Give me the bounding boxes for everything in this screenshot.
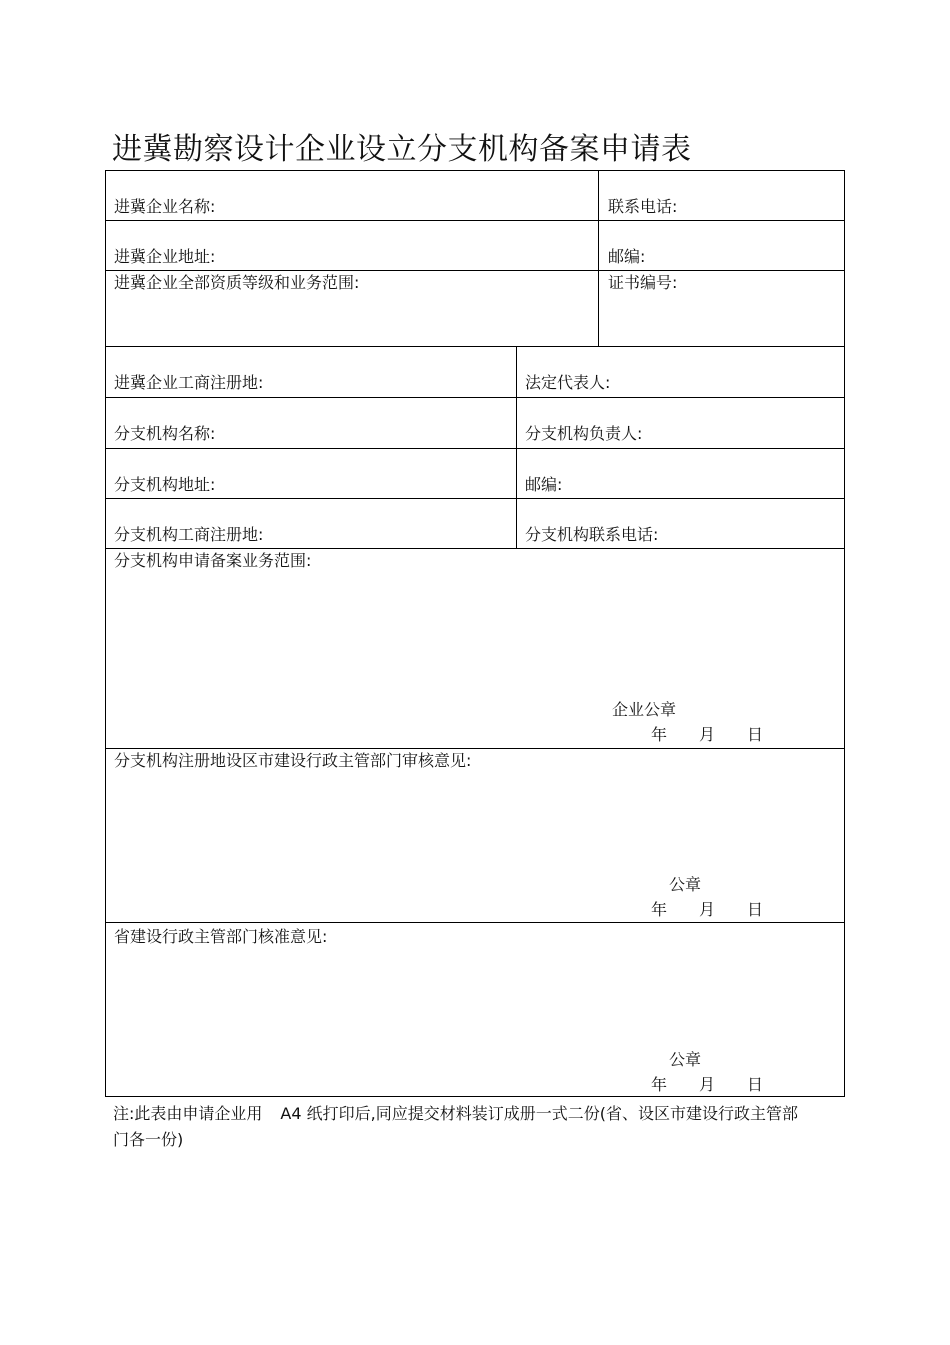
company-name-label: 进冀企业名称: <box>114 197 216 216</box>
month-label: 月 <box>699 900 716 919</box>
year-label: 年 <box>651 900 668 919</box>
day-label: 日 <box>747 1075 764 1094</box>
application-form <box>105 170 845 1097</box>
company-seal-label: 企业公章 <box>612 700 677 719</box>
branch-name-label: 分支机构名称: <box>114 424 216 443</box>
branch-postcode-label: 邮编: <box>525 475 563 494</box>
year-label: 年 <box>651 1075 668 1094</box>
day-label: 日 <box>747 900 764 919</box>
province-approval-label: 省建设行政主管部门核准意见: <box>114 927 328 946</box>
month-label: 月 <box>699 1075 716 1094</box>
year-label: 年 <box>651 725 668 744</box>
row-divider <box>106 748 844 749</box>
footnote <box>113 1101 813 1153</box>
page-title: 进冀勘察设计企业设立分支机构备案申请表 <box>112 132 692 167</box>
row-divider <box>106 397 844 398</box>
row-divider <box>106 346 844 347</box>
branch-registration-label: 分支机构工商注册地: <box>114 525 264 544</box>
company-address-label: 进冀企业地址: <box>114 247 216 266</box>
qualification-label: 进冀企业全部资质等级和业务范围: <box>114 273 360 292</box>
city-review-label: 分支机构注册地设区市建设行政主管部门审核意见: <box>114 751 472 770</box>
postcode-label: 邮编: <box>608 247 646 266</box>
branch-address-label: 分支机构地址: <box>114 475 216 494</box>
row-divider <box>106 922 844 923</box>
row-divider <box>106 498 844 499</box>
footnote-part2: A4 纸打印后,同应提交材料装订成册一式二份(省、设区市建设行政主管部门各一份) <box>113 1104 798 1149</box>
official-seal-label: 公章 <box>669 1050 702 1069</box>
footnote-part1: 注:此表由申请企业用 <box>113 1104 263 1123</box>
registration-place-label: 进冀企业工商注册地: <box>114 373 264 392</box>
branch-head-label: 分支机构负责人: <box>525 424 643 443</box>
certificate-label: 证书编号: <box>608 273 678 292</box>
row-divider <box>106 270 844 271</box>
column-divider <box>516 346 517 548</box>
day-label: 日 <box>747 725 764 744</box>
row-divider <box>106 220 844 221</box>
legal-rep-label: 法定代表人: <box>525 373 611 392</box>
row-divider <box>106 548 844 549</box>
column-divider <box>598 171 599 346</box>
row-divider <box>106 448 844 449</box>
month-label: 月 <box>699 725 716 744</box>
branch-scope-label: 分支机构申请备案业务范围: <box>114 551 312 570</box>
official-seal-label: 公章 <box>669 875 702 894</box>
phone-label: 联系电话: <box>608 197 678 216</box>
branch-phone-label: 分支机构联系电话: <box>525 525 659 544</box>
